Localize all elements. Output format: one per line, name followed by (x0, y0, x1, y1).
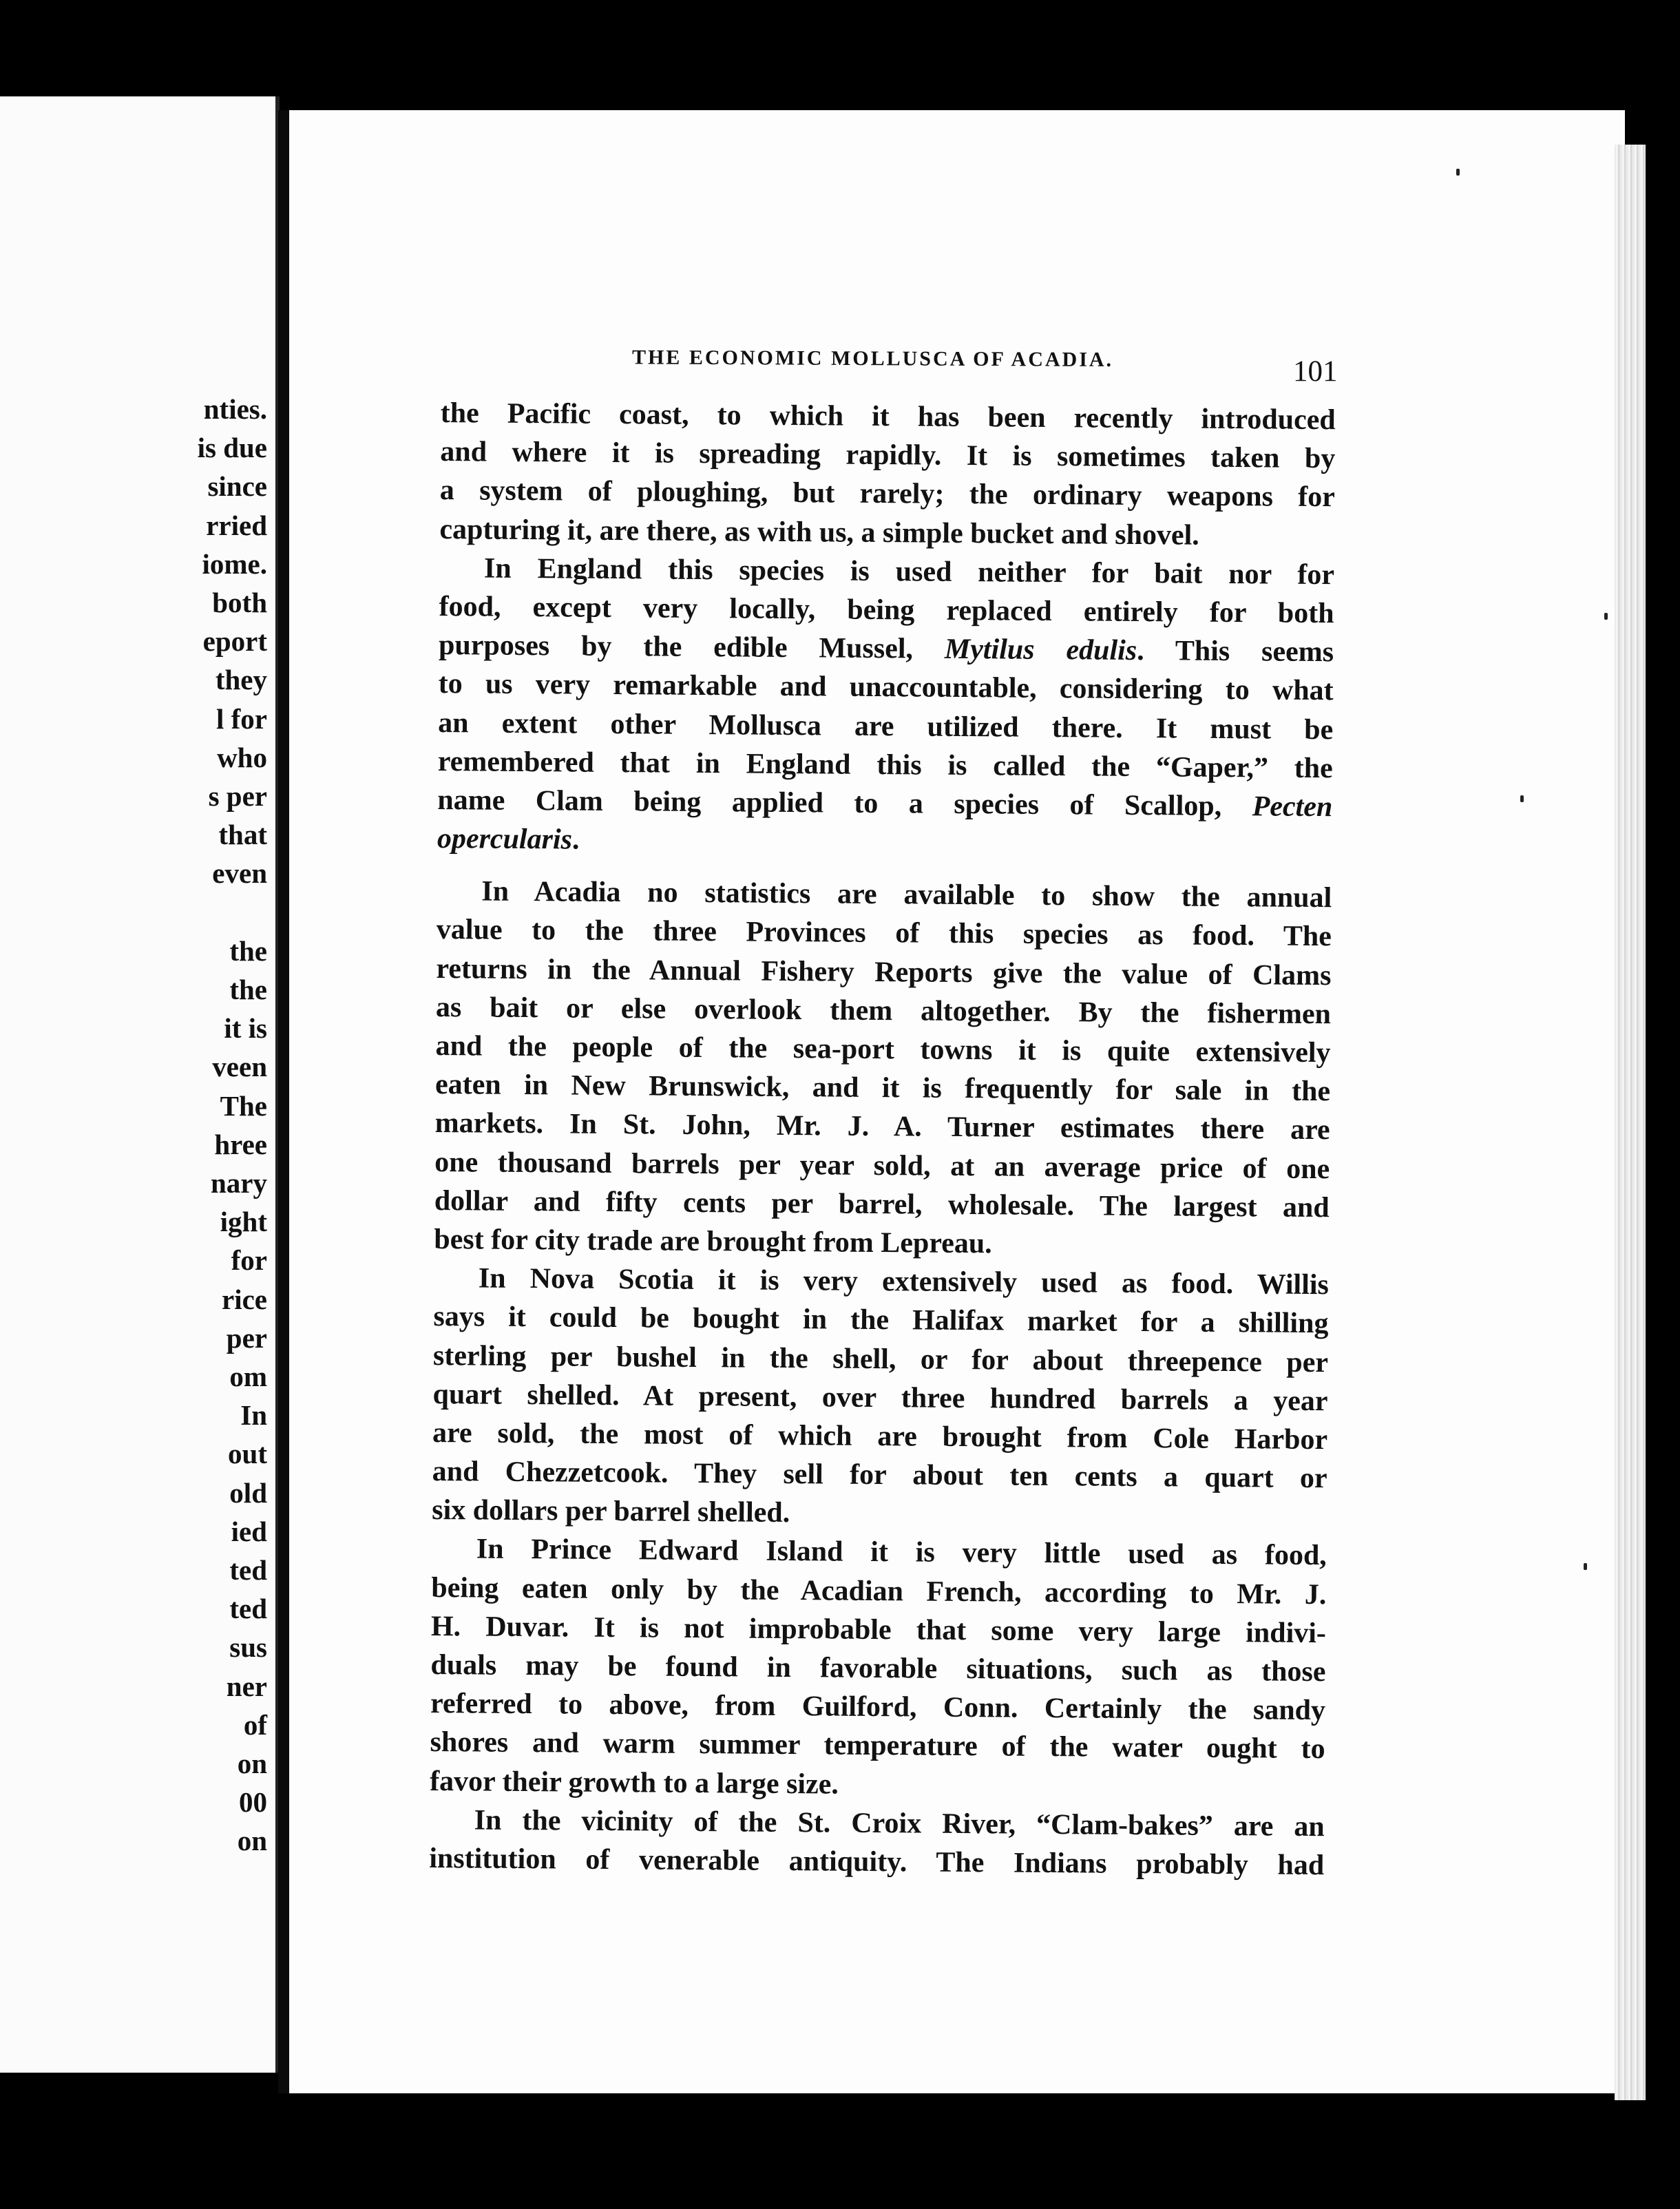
left-page-fragment: l for (216, 702, 267, 735)
text-line: opercularis. (437, 823, 580, 856)
left-page-fragment: hree (214, 1128, 267, 1160)
text-line: In Prince Edward Island it is very little used as food, (476, 1533, 1327, 1572)
text-line: H. Duvar. It is not improbable that some very large indivi- (430, 1610, 1327, 1649)
left-page-fragment: rice (222, 1283, 267, 1315)
text-line: to us very remarkable and unaccountable, considering to what (438, 668, 1334, 707)
scan-speck (1584, 1563, 1587, 1570)
left-page-fragment: The (220, 1089, 267, 1122)
page-number: 101 (1293, 355, 1338, 388)
italic-name: Mytilus edulis (944, 633, 1137, 667)
left-page-fragment: it is (224, 1012, 267, 1045)
left-page-fragment: on (237, 1748, 267, 1779)
text-line: In the vicinity of the St. Croix River, “Clam-bakes” are an (474, 1804, 1325, 1843)
text-line: remembered that in England this is called the “Gaper,” the (437, 745, 1333, 784)
left-page-fragment: nties. (203, 393, 267, 425)
left-page-fragment: both (212, 587, 267, 618)
page-edges (1615, 145, 1646, 2100)
text-line: one thousand barrels per year sold, at an average price of one (434, 1146, 1330, 1185)
text-line: referred to above, from Guilford, Conn. Certainly the sandy (430, 1688, 1326, 1727)
text-line: an extent other Mollusca are utilized there. It must be (438, 706, 1334, 746)
text-line: markets. In St. John, Mr. J. A. Turner estimates there are (434, 1107, 1330, 1147)
left-page-fragment: s per (208, 780, 267, 812)
left-page-fragment: is due (197, 432, 267, 464)
text-line: eaten in New Brunswick, and it is frequently for sale in the (434, 1069, 1331, 1108)
text-line: says it could be bought in the Halifax market for a shilling (433, 1301, 1329, 1340)
text-line: six dollars per barrel shelled. (432, 1494, 790, 1529)
left-page-fragment: eport (202, 625, 267, 658)
text-line: food, except very locally, being replaced entirely for both (439, 590, 1334, 630)
paragraph (439, 394, 1336, 556)
left-page-fragment: who (217, 741, 267, 773)
text-line: a system of ploughing, but rarely; the ordinary weapons for (439, 474, 1336, 514)
scan-speck (1604, 613, 1608, 620)
text-line: value to the three Provinces of this species as food. The (436, 914, 1332, 953)
text-line: best for city trade are brought from Lepreau. (434, 1223, 992, 1260)
text-line: dollar and fifty cents per barrel, wholesale. The largest and (434, 1184, 1330, 1224)
text-line: institution of venerable antiquity. The Indians probably had (429, 1842, 1325, 1882)
left-page-fragment: 00 (239, 1786, 267, 1819)
left-page-fragment: ied (231, 1515, 267, 1547)
text-line: purposes by the edible Mussel, Mytilus edulis. This seems (438, 629, 1334, 669)
left-page-fragment: the (229, 974, 267, 1005)
text-line: In England this species is used neither for bait nor for (483, 552, 1335, 591)
text-line: as bait or else overlook them altogether. By the fishermen (435, 991, 1332, 1030)
text-line: shores and warm summer temperature of the water ought to (430, 1726, 1325, 1766)
left-page-fragment: ner (226, 1670, 267, 1702)
body-text (429, 394, 1336, 1885)
left-page-fragment: iome. (202, 547, 267, 580)
left-page-fragment: of (243, 1708, 267, 1741)
left-page-fragment: the (229, 934, 267, 967)
text-line: the Pacific coast, to which it has been recently introduced (440, 397, 1336, 437)
text-line: In Nova Scotia it is very extensively used as food. Willis (478, 1262, 1330, 1301)
left-page-fragment: ted (229, 1593, 267, 1625)
left-page-fragment: sus (229, 1631, 267, 1664)
left-facing-page (0, 96, 280, 2073)
text-line: and Chezzetcook. They sell for about ten cents a quart or (432, 1456, 1327, 1495)
left-page-fragment: out (228, 1438, 267, 1470)
text-line: capturing it, are there, as with us, a simple bucket and shovel. (439, 513, 1199, 552)
text-line: and where it is spreading rapidly. It is sometimes taken by (440, 436, 1336, 475)
left-page-fragment: that (218, 819, 267, 851)
paragraph (434, 872, 1332, 1266)
text-line: In Acadia no statistics are available to show the annual (481, 875, 1332, 914)
text-line: are sold, the most of which are brought from Cole Harbor (432, 1416, 1328, 1456)
left-page-fragment: per (226, 1321, 267, 1354)
left-page-fragment: for (231, 1244, 267, 1277)
left-page-fragment: om (229, 1361, 267, 1392)
left-page-fragment: they (215, 664, 267, 696)
text-line: and the people of the sea-port towns it is quite extensively (435, 1029, 1331, 1069)
paragraph (432, 1259, 1329, 1537)
paragraph (430, 1529, 1327, 1808)
text-line: quart shelled. At present, over three hundred barrels a year (432, 1378, 1328, 1417)
text-line: being eaten only by the Acadian French, according to Mr. J. (431, 1571, 1327, 1611)
left-page-fragment: veen (212, 1051, 267, 1083)
left-page-fragment: on (237, 1825, 267, 1857)
text-line: duals may be found in favorable situations, such as those (430, 1648, 1326, 1688)
left-page-fragment: ted (229, 1554, 267, 1586)
text-line: favor their growth to a large size. (429, 1765, 839, 1801)
scan-speck (1520, 795, 1524, 802)
left-page-fragment: since (207, 470, 267, 503)
running-head: THE ECONOMIC MOLLUSCA OF ACADIA. (631, 346, 1114, 371)
text-line: sterling per bushel in the shell, or for about threepence per (432, 1339, 1329, 1379)
paragraph (437, 549, 1334, 866)
paragraph (429, 1801, 1325, 1885)
text-line: name Clam being applied to a species of Scallop, Pecten (437, 784, 1333, 824)
text-line: returns in the Annual Fishery Reports give the value of Clams (436, 952, 1332, 992)
left-page-fragment: rried (206, 509, 267, 541)
italic-name: opercularis (437, 823, 573, 856)
left-page-fragment: ight (220, 1206, 267, 1238)
left-page-fragment: even (212, 857, 267, 890)
left-page-fragment: nary (211, 1167, 267, 1199)
left-page-fragment: In (240, 1399, 267, 1432)
scan-speck (1456, 169, 1460, 176)
left-page-fragment: old (229, 1476, 267, 1509)
italic-name: Pecten (1252, 791, 1333, 824)
